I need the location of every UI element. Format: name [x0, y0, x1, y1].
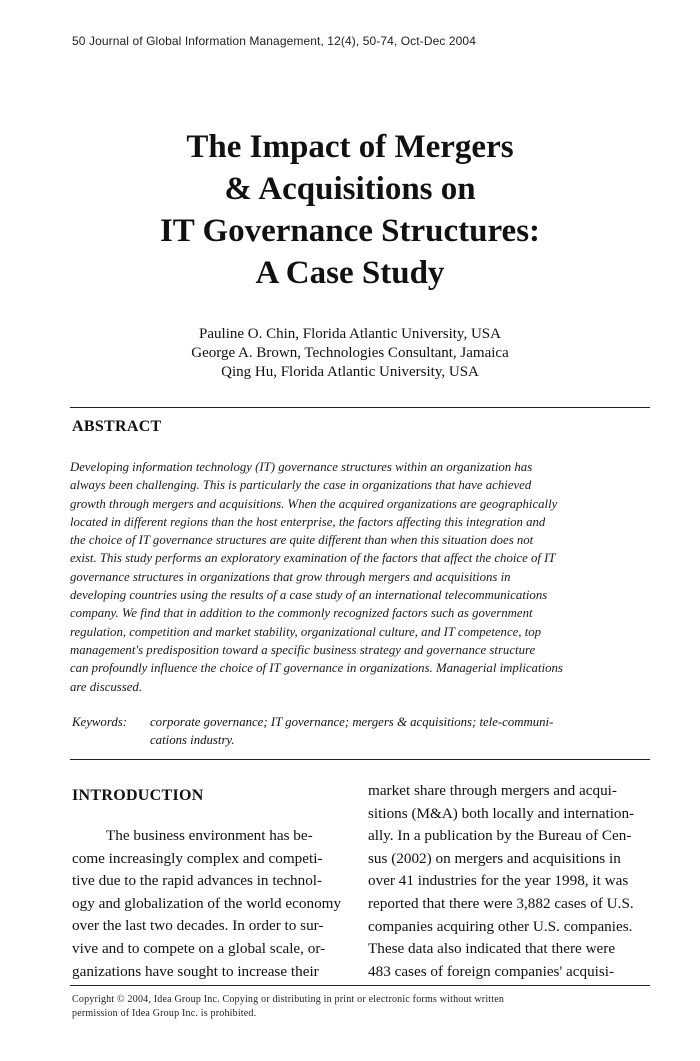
body-line: The business environment has be-	[106, 827, 313, 844]
abstract-top-rule	[70, 407, 650, 408]
abstract-line: exist. This study performs an exploratory examination of the factors that affect the choice of IT	[70, 551, 556, 566]
body-line: reported that there were 3,882 cases of U.S.	[368, 894, 634, 912]
author-line: George A. Brown, Technologies Consultant, Jamaica	[191, 345, 509, 361]
body-line: sitions (M&A) both locally and internation-	[368, 804, 635, 822]
footer-rule	[70, 985, 650, 986]
copyright-notice	[72, 993, 652, 1021]
body-line: ogy and globalization of the world economy	[72, 894, 342, 912]
keywords-text	[150, 713, 650, 749]
body-line: vive and to compete on a global scale, or-	[72, 939, 326, 957]
abstract-heading: ABSTRACT	[72, 418, 162, 435]
author-line: Qing Hu, Florida Atlantic University, USA	[221, 364, 479, 380]
title-line: IT Governance Structures:	[159, 213, 541, 249]
body-line: companies acquiring other U.S. companies.	[368, 917, 633, 935]
body-line: market share through mergers and acqui-	[368, 782, 617, 799]
introduction-heading: INTRODUCTION	[72, 787, 204, 804]
introduction-right-column	[368, 780, 650, 983]
body-line: over 41 industries for the year 1998, it was	[368, 872, 629, 890]
abstract-line: located in different regions than the host enterprise, the factors affecting this integration and	[70, 514, 546, 529]
abstract-line: company. We find that in addition to the commonly recognized factors such as government	[70, 606, 533, 621]
running-header: 50 Journal of Global Information Management, 12(4), 50-74, Oct-Dec 2004	[72, 34, 476, 48]
body-line: ally. In a publication by the Bureau of Cen-	[368, 827, 632, 845]
abstract-line: developing countries using the results of a case study of an international telecommunications	[70, 588, 548, 603]
body-line: 483 cases of foreign companies' acquisi-	[368, 962, 615, 980]
abstract-body	[70, 458, 650, 696]
abstract-line: governance structures in organizations that grow through mergers and acquisitions in	[70, 569, 511, 584]
copyright-line: permission of Idea Group Inc. is prohibited.	[72, 1008, 257, 1019]
author-line: Pauline O. Chin, Florida Atlantic University, USA	[199, 326, 501, 342]
title-line: The Impact of Mergers	[186, 129, 514, 165]
title-line: A Case Study	[255, 255, 445, 291]
body-line: over the last two decades. In order to sur-	[72, 917, 324, 935]
abstract-line: are discussed.	[70, 679, 143, 694]
body-line: These data also indicated that there were	[368, 940, 616, 958]
keywords-label: Keywords:	[72, 715, 127, 729]
keywords-line: corporate governance; IT governance; mergers & acquisitions; tele-communi-	[150, 715, 554, 729]
abstract-bottom-rule	[70, 759, 650, 760]
body-line: sus (2002) on mergers and acquisitions in	[368, 849, 621, 867]
abstract-line: can profoundly influence the choice of IT governance in organizations. Managerial implications	[70, 661, 563, 676]
author-list	[100, 325, 600, 382]
paper-title	[60, 126, 640, 294]
abstract-line: Developing information technology (IT) governance structures within an organization has	[70, 460, 533, 474]
keywords-line: cations industry.	[150, 733, 235, 747]
introduction-left-column	[72, 825, 348, 983]
body-line: tive due to the rapid advances in technol-	[72, 872, 323, 890]
abstract-line: management's predisposition toward a specific business strategy and governance structure	[70, 642, 536, 657]
body-line: ganizations have sought to increase their	[72, 962, 319, 980]
abstract-line: always been challenging. This is particularly the case in organizations that have achieved	[70, 478, 532, 493]
title-line: & Acquisitions on	[224, 171, 476, 207]
body-line: come increasingly complex and competi-	[72, 849, 323, 867]
abstract-line: the choice of IT governance structures are quite different than when this situation does not	[70, 533, 534, 548]
copyright-line: Copyright © 2004, Idea Group Inc. Copying or distributing in print or electronic forms without written	[72, 994, 505, 1005]
abstract-line: growth through mergers and acquisitions. When the acquired organizations are geographically	[70, 496, 558, 511]
abstract-line: regulation, competition and market stability, organizational culture, and IT competence, top	[70, 624, 542, 639]
